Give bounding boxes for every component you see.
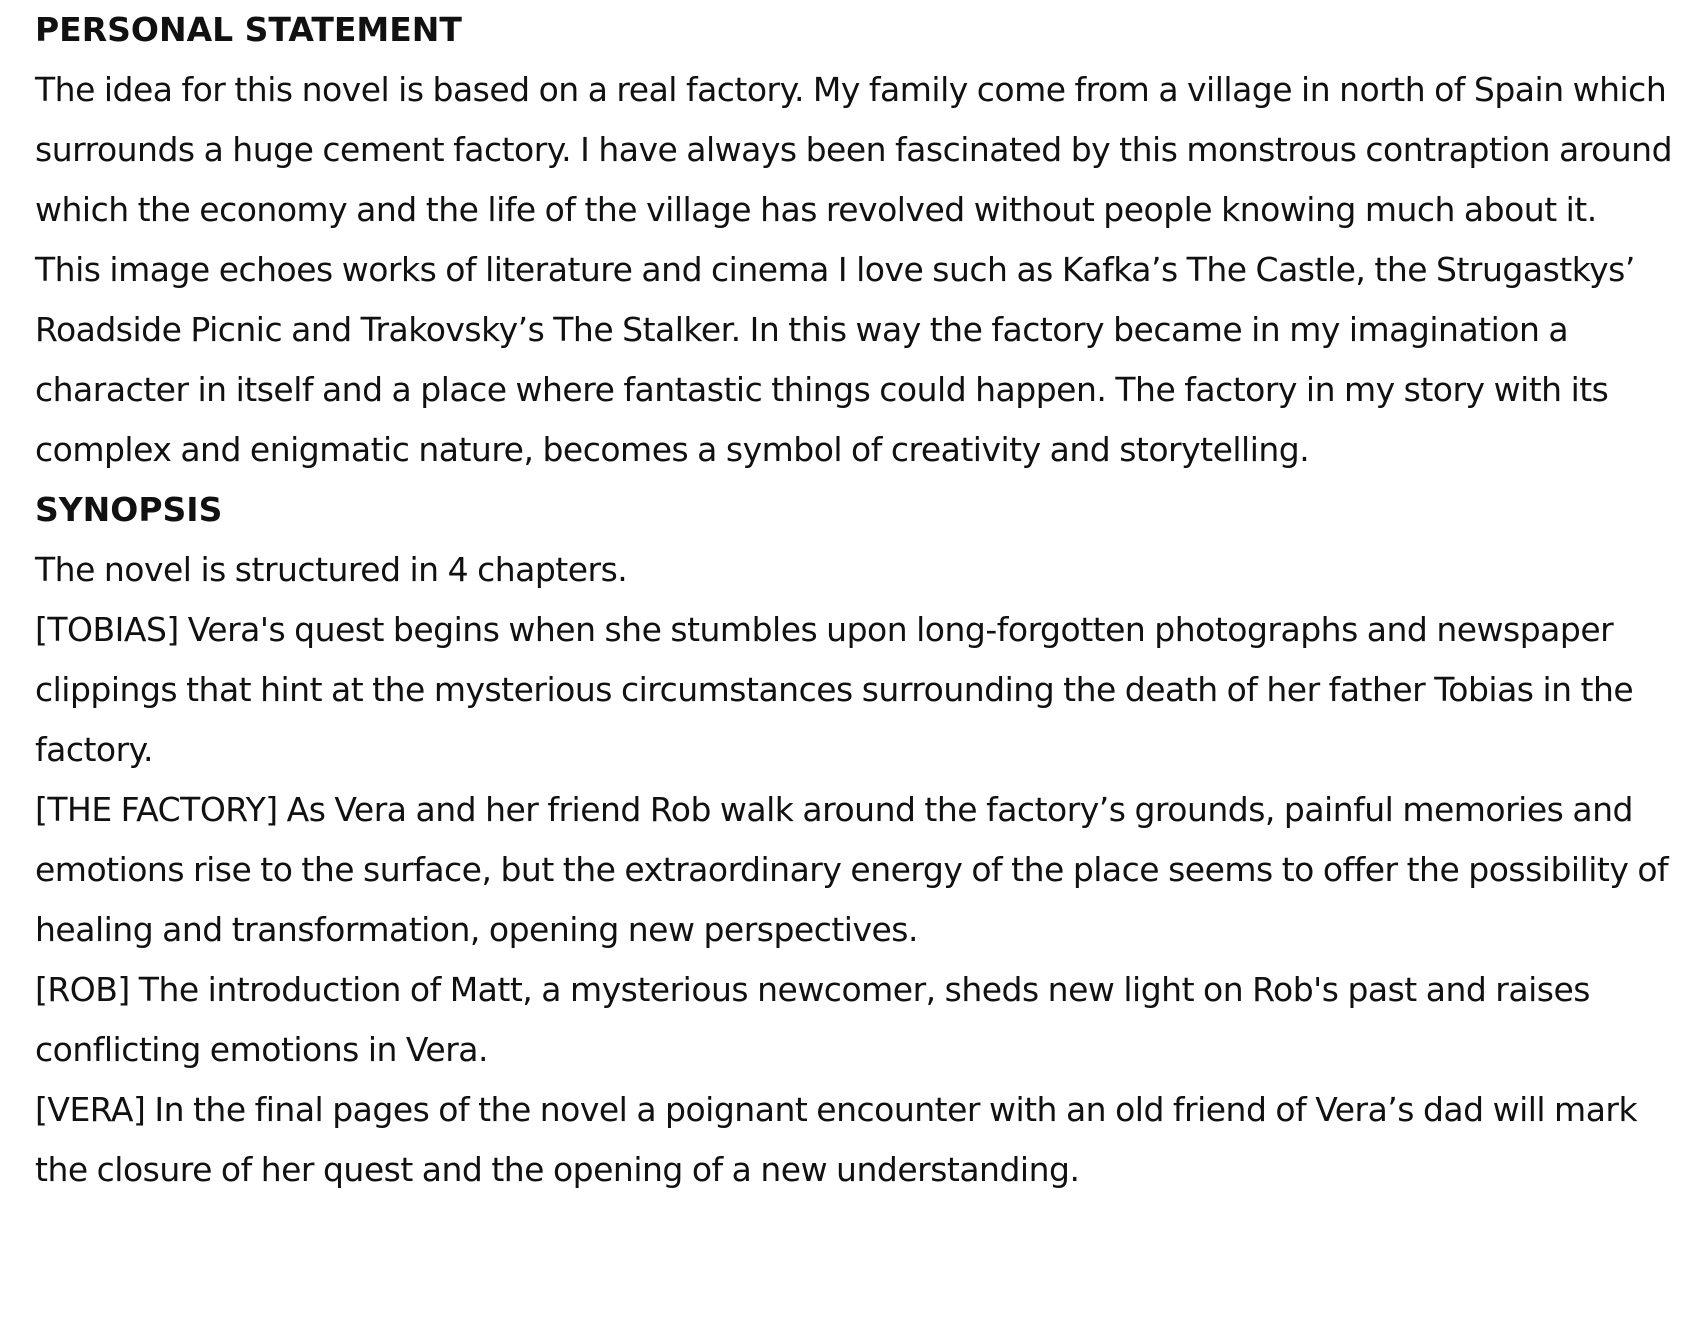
synopsis-section bbox=[35, 480, 1675, 1200]
personal-statement-paragraph-1: The idea for this novel is based on a real factory. My family come from a village in north of Spain which surrounds a huge cement factory. I have always been fascinated by this monstrous contraption around which the economy and the life of the village has revolved without people knowing much about it. bbox=[35, 70, 1673, 229]
personal-statement-heading: PERSONAL STATEMENT bbox=[35, 10, 462, 49]
synopsis-paragraph-tobias: [TOBIAS] Vera's quest begins when she stumbles upon long-forgotten photographs and newspaper clippings that hint at the mysterious circumstances surrounding the death of her father Tobias in the factory. bbox=[35, 610, 1634, 769]
synopsis-paragraph-factory: [THE FACTORY] As Vera and her friend Rob walk around the factory’s grounds, painful memories and emotions rise to the surface, but the extraordinary energy of the place seems to offer the possibility of healing and transformation, opening new perspectives. bbox=[35, 790, 1669, 949]
personal-statement-section bbox=[35, 0, 1675, 480]
synopsis-paragraph-vera: [VERA] In the final pages of the novel a poignant encounter with an old friend of Vera’s dad will mark the closure of her quest and the opening of a new understanding. bbox=[35, 1090, 1638, 1189]
synopsis-paragraph-intro: The novel is structured in 4 chapters. bbox=[35, 550, 628, 589]
synopsis-heading: SYNOPSIS bbox=[35, 490, 223, 529]
synopsis-paragraph-rob: [ROB] The introduction of Matt, a mysterious newcomer, sheds new light on Rob's past and raises conflicting emotions in Vera. bbox=[35, 970, 1590, 1069]
personal-statement-paragraph-2: This image echoes works of literature and cinema I love such as Kafka’s The Castle, the Strugastkys’ Roadside Picnic and Trakovsky’s The Stalker. In this way the factory became in my imagination a character in itself and a place where fantastic things could happen. The factory in my story with its complex and enigmatic nature, becomes a symbol of creativity and storytelling. bbox=[35, 250, 1635, 469]
